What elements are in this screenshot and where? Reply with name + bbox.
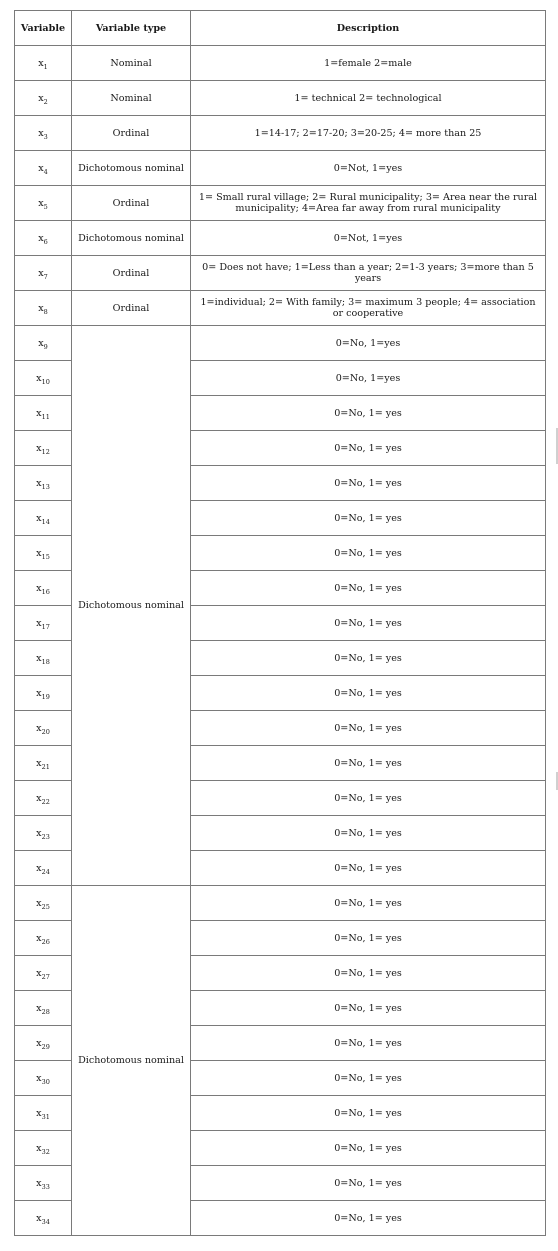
variable-cell (15, 151, 72, 186)
variable-subscript: 2 (43, 97, 48, 106)
variable-cell (15, 116, 72, 151)
variable-cell (15, 886, 72, 921)
variable-cell (15, 991, 72, 1026)
variable-cell (15, 291, 72, 326)
variable-letter: x (36, 1107, 42, 1119)
variable-letter: x (36, 477, 42, 489)
variable-cell (15, 1201, 72, 1236)
table-body (15, 46, 546, 1236)
variable-letter: x (36, 1002, 42, 1014)
table-row (15, 221, 546, 256)
description-cell: 0=No, 1= yes (191, 1201, 546, 1236)
variable-cell (15, 1166, 72, 1201)
variable-cell (15, 571, 72, 606)
table-row (15, 151, 546, 186)
variable-letter: x (36, 512, 42, 524)
variable-subscript: 6 (43, 237, 48, 246)
variable-cell (15, 641, 72, 676)
variable-subscript: 17 (41, 622, 50, 631)
variable-subscript: 7 (43, 272, 48, 281)
variable-subscript: 8 (43, 307, 48, 316)
description-cell: 1=female 2=male (191, 46, 546, 81)
description-cell: 0=No, 1= yes (191, 816, 546, 851)
table-row (15, 186, 546, 221)
variable-letter: x (38, 57, 44, 69)
variable-subscript: 32 (41, 1147, 50, 1156)
description-cell: 0=No, 1= yes (191, 1096, 546, 1131)
variable-cell (15, 606, 72, 641)
variable-letter: x (36, 1072, 42, 1084)
description-cell: 0=No, 1=yes (191, 326, 546, 361)
variable-letter: x (38, 302, 44, 314)
variable-letter: x (38, 127, 44, 139)
variable-cell (15, 221, 72, 256)
variable-cell (15, 1131, 72, 1166)
description-cell: 1= Small rural village; 2= Rural municipality; 3= Area near the rural municipality; 4=Area far away from rural municipality (191, 186, 546, 221)
variable-letter: x (36, 1142, 42, 1154)
description-cell: 0=No, 1= yes (191, 921, 546, 956)
variable-letter: x (36, 442, 42, 454)
variable-cell (15, 46, 72, 81)
variable-cell (15, 676, 72, 711)
variable-cell (15, 816, 72, 851)
variable-cell (15, 536, 72, 571)
description-cell: 0=No, 1= yes (191, 956, 546, 991)
variable-letter: x (38, 162, 44, 174)
variable-subscript: 9 (43, 342, 48, 351)
description-cell: 0=No, 1= yes (191, 746, 546, 781)
variable-subscript: 15 (41, 552, 50, 561)
variable-cell (15, 1061, 72, 1096)
table-row (15, 326, 546, 361)
variable-subscript: 5 (43, 202, 48, 211)
variable-letter: x (36, 827, 42, 839)
variable-letter: x (36, 722, 42, 734)
variable-subscript: 25 (41, 902, 50, 911)
variable-subscript: 20 (41, 727, 50, 736)
variable-subscript: 27 (41, 972, 50, 981)
variable-letter: x (36, 617, 42, 629)
variable-subscript: 11 (41, 412, 50, 421)
variable-letter: x (36, 757, 42, 769)
description-cell: 0=Not, 1=yes (191, 221, 546, 256)
variable-letter: x (36, 372, 42, 384)
table-row (15, 81, 546, 116)
variable-cell (15, 466, 72, 501)
variable-subscript: 12 (41, 447, 50, 456)
variable-cell (15, 431, 72, 466)
variable-cell (15, 1096, 72, 1131)
variable-cell (15, 711, 72, 746)
variable-type-cell: Ordinal (72, 256, 191, 291)
variable-cell (15, 256, 72, 291)
variable-type-cell: Dichotomous nominal (72, 151, 191, 186)
header-variable-type: Variable type (72, 11, 191, 46)
table-row (15, 291, 546, 326)
description-cell: 0= Does not have; 1=Less than a year; 2=1-3 years; 3=more than 5 years (191, 256, 546, 291)
variable-subscript: 4 (43, 167, 48, 176)
header-description: Description (191, 11, 546, 46)
variable-type-cell: Nominal (72, 46, 191, 81)
variable-type-group-cell: Dichotomous nominal (72, 886, 191, 1236)
variable-letter: x (36, 792, 42, 804)
variable-subscript: 1 (43, 62, 48, 71)
description-cell: 0=No, 1= yes (191, 466, 546, 501)
variable-type-cell: Dichotomous nominal (72, 221, 191, 256)
variable-letter: x (36, 652, 42, 664)
variable-letter: x (36, 862, 42, 874)
variable-cell (15, 921, 72, 956)
variable-letter: x (36, 932, 42, 944)
variable-subscript: 14 (41, 517, 50, 526)
variable-subscript: 16 (41, 587, 50, 596)
variable-subscript: 24 (41, 867, 50, 876)
description-cell: 0=No, 1= yes (191, 711, 546, 746)
variable-subscript: 29 (41, 1042, 50, 1051)
table-header-row (15, 11, 546, 46)
variable-subscript: 22 (41, 797, 50, 806)
header-variable: Variable (15, 11, 72, 46)
description-cell: 0=No, 1= yes (191, 886, 546, 921)
variable-subscript: 21 (41, 762, 50, 771)
variable-cell (15, 186, 72, 221)
variable-subscript: 3 (43, 132, 48, 141)
table-row (15, 886, 546, 921)
description-cell: 0=No, 1= yes (191, 991, 546, 1026)
variable-type-cell: Ordinal (72, 291, 191, 326)
variable-subscript: 33 (41, 1182, 50, 1191)
table-row (15, 256, 546, 291)
variable-letter: x (36, 1212, 42, 1224)
description-cell: 0=No, 1= yes (191, 1131, 546, 1166)
variable-subscript: 10 (41, 377, 50, 386)
variable-letter: x (38, 197, 44, 209)
description-cell: 0=No, 1= yes (191, 501, 546, 536)
variable-cell (15, 326, 72, 361)
variable-type-group-cell: Dichotomous nominal (72, 326, 191, 886)
variable-letter: x (36, 1177, 42, 1189)
description-cell: 0=No, 1= yes (191, 851, 546, 886)
description-cell: 1= technical 2= technological (191, 81, 546, 116)
table-row (15, 46, 546, 81)
variable-letter: x (36, 582, 42, 594)
description-cell: 0=No, 1= yes (191, 676, 546, 711)
description-cell: 0=No, 1= yes (191, 571, 546, 606)
variable-letter: x (38, 232, 44, 244)
variable-type-cell: Ordinal (72, 116, 191, 151)
variable-letter: x (38, 337, 44, 349)
description-cell: 0=No, 1= yes (191, 431, 546, 466)
variable-letter: x (38, 92, 44, 104)
description-cell: 1=14-17; 2=17-20; 3=20-25; 4= more than 25 (191, 116, 546, 151)
variable-cell (15, 781, 72, 816)
description-cell: 0=No, 1= yes (191, 1026, 546, 1061)
description-cell: 0=No, 1= yes (191, 606, 546, 641)
description-cell: 0=Not, 1=yes (191, 151, 546, 186)
description-cell: 0=No, 1= yes (191, 781, 546, 816)
description-cell: 0=No, 1= yes (191, 641, 546, 676)
variable-subscript: 34 (41, 1217, 50, 1226)
variable-letter: x (36, 407, 42, 419)
variable-cell (15, 1026, 72, 1061)
description-cell: 0=No, 1= yes (191, 536, 546, 571)
variable-cell (15, 501, 72, 536)
variable-subscript: 18 (41, 657, 50, 666)
variable-cell (15, 81, 72, 116)
variable-type-cell: Nominal (72, 81, 191, 116)
table-row (15, 116, 546, 151)
description-cell: 0=No, 1= yes (191, 1166, 546, 1201)
variable-cell (15, 851, 72, 886)
variable-letter: x (36, 967, 42, 979)
variable-cell (15, 956, 72, 991)
variable-letter: x (36, 1037, 42, 1049)
variable-subscript: 23 (41, 832, 50, 841)
description-cell: 1=individual; 2= With family; 3= maximum 3 people; 4= association or cooperative (191, 291, 546, 326)
description-cell: 0=No, 1= yes (191, 1061, 546, 1096)
variable-type-cell: Ordinal (72, 186, 191, 221)
variable-subscript: 13 (41, 482, 50, 491)
variables-table (14, 10, 546, 1236)
variable-cell (15, 746, 72, 781)
description-cell: 0=No, 1=yes (191, 361, 546, 396)
variable-cell (15, 361, 72, 396)
variable-subscript: 26 (41, 937, 50, 946)
variable-subscript: 19 (41, 692, 50, 701)
variable-cell (15, 396, 72, 431)
description-cell: 0=No, 1= yes (191, 396, 546, 431)
variable-subscript: 28 (41, 1007, 50, 1016)
variable-letter: x (38, 267, 44, 279)
variable-subscript: 30 (41, 1077, 50, 1086)
variable-letter: x (36, 547, 42, 559)
variable-letter: x (36, 897, 42, 909)
variable-subscript: 31 (41, 1112, 50, 1121)
variable-letter: x (36, 687, 42, 699)
